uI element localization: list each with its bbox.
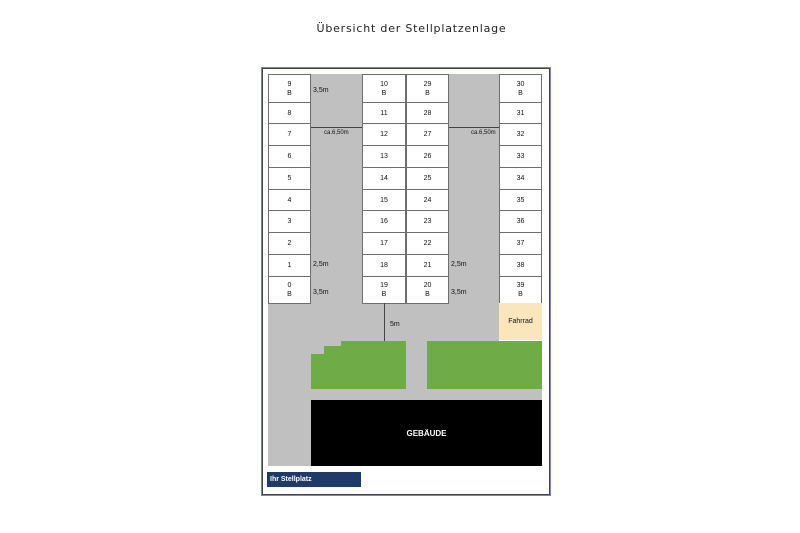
parking-spot-number: 12 <box>380 131 388 138</box>
parking-spot-number: 30 <box>516 80 525 88</box>
parking-spot-number: 10 <box>380 80 388 88</box>
dimension-label: ca.6,50m <box>471 130 496 136</box>
parking-spot-tag: B <box>425 291 430 298</box>
left-lawn <box>341 341 406 389</box>
parking-spot <box>406 145 449 168</box>
parking-spot-number: 37 <box>516 240 525 247</box>
parking-spot-number: 26 <box>423 153 432 160</box>
parking-spot <box>362 123 406 146</box>
parking-spot <box>362 145 406 168</box>
center-path <box>406 340 427 390</box>
parking-spot-number: 14 <box>380 175 388 182</box>
right-lawn <box>427 341 542 389</box>
parking-spot-number: 2 <box>287 240 292 247</box>
parking-spot-number: 22 <box>423 240 432 247</box>
parking-spot-number: 15 <box>380 196 388 204</box>
parking-spot <box>406 167 449 190</box>
parking-spot-number: 36 <box>516 218 525 225</box>
parking-spot <box>362 254 406 277</box>
bike-parking-area: Fahrrad <box>499 303 542 340</box>
parking-spot-number: 5 <box>287 175 292 182</box>
parking-spot-number: 23 <box>423 218 432 225</box>
parking-spot-number: 18 <box>380 262 388 269</box>
parking-spot-number: 9 <box>287 80 292 88</box>
parking-spot <box>499 232 542 255</box>
page-title: Übersicht der Stellplatzenlage <box>316 22 507 35</box>
dimension-label: 2,5m <box>313 261 329 268</box>
parking-spot-number: 33 <box>516 153 525 160</box>
parking-spot-number: 17 <box>380 240 388 247</box>
parking-spot-number: 27 <box>423 131 432 138</box>
parking-spot <box>499 189 542 211</box>
parking-spot <box>406 232 449 255</box>
parking-spot-number: 0 <box>287 282 292 289</box>
parking-spot-number: 28 <box>423 109 432 117</box>
parking-spot <box>268 145 311 168</box>
building: GEBÄUDE <box>311 400 542 466</box>
parking-spot <box>499 276 542 304</box>
dimension-label: 3,5m <box>313 289 329 296</box>
parking-spot <box>268 232 311 255</box>
legend-your-spot: Ihr Stellplatz <box>267 472 361 487</box>
parking-spot <box>362 276 406 304</box>
parking-spot-number: 29 <box>423 80 432 88</box>
parking-spot-number: 8 <box>287 109 292 117</box>
parking-spot <box>406 189 449 211</box>
parking-spot <box>268 210 311 233</box>
parking-spot <box>406 254 449 277</box>
lower-driveway <box>311 303 499 341</box>
parking-spot <box>499 74 542 103</box>
parking-spot <box>499 145 542 168</box>
dimension-label: 3,5m <box>451 289 467 296</box>
parking-spot <box>406 74 449 103</box>
parking-spot-tag: B <box>518 291 523 298</box>
parking-spot <box>406 276 449 304</box>
parking-spot <box>499 210 542 233</box>
parking-spot <box>268 102 311 124</box>
parking-spot <box>406 123 449 146</box>
parking-spot-number: 35 <box>516 196 525 204</box>
parking-spot-number: 39 <box>516 282 525 289</box>
parking-spot-tag: B <box>518 89 523 97</box>
parking-spot-number: 16 <box>380 218 388 225</box>
dimension-label: 3,5m <box>313 87 329 94</box>
parking-spot-number: 6 <box>287 153 292 160</box>
parking-spot-number: 4 <box>287 196 292 204</box>
parking-spot <box>362 167 406 190</box>
dimension-line <box>311 127 362 128</box>
parking-spot-number: 38 <box>516 262 525 269</box>
left-edge-strip <box>268 303 311 466</box>
parking-spot-number: 31 <box>516 109 525 117</box>
parking-spot <box>362 189 406 211</box>
parking-spot <box>406 102 449 124</box>
parking-spot-number: 1 <box>287 262 292 269</box>
parking-spot <box>268 189 311 211</box>
parking-spot-tag: B <box>381 291 387 298</box>
parking-spot <box>406 210 449 233</box>
parking-spot <box>268 123 311 146</box>
parking-spot-tag: B <box>287 89 292 97</box>
parking-spot <box>362 102 406 124</box>
parking-spot <box>268 167 311 190</box>
parking-spot-number: 3 <box>287 218 292 225</box>
parking-spot-tag: B <box>287 291 292 298</box>
parking-spot <box>499 123 542 146</box>
parking-spot-number: 32 <box>516 131 525 138</box>
parking-spot-number: 24 <box>423 196 432 204</box>
parking-spot-number: 25 <box>423 175 432 182</box>
parking-spot-number: 19 <box>380 282 388 289</box>
parking-spot-number: 11 <box>380 109 388 117</box>
building-front-strip <box>311 389 542 400</box>
parking-spot <box>362 210 406 233</box>
dimension-label: 5m <box>390 321 400 328</box>
parking-spot <box>499 102 542 124</box>
dimension-label: ca.6,50m <box>324 130 349 136</box>
parking-spot <box>268 276 311 304</box>
dimension-line <box>449 127 499 128</box>
parking-spot-number: 34 <box>516 175 525 182</box>
left-lawn-step-1 <box>324 346 341 389</box>
dimension-line <box>384 303 385 341</box>
parking-spot <box>362 232 406 255</box>
parking-spot-tag: B <box>381 89 387 97</box>
dimension-label: 2,5m <box>451 261 467 268</box>
parking-spot-tag: B <box>425 89 430 97</box>
parking-spot <box>499 254 542 277</box>
parking-spot <box>362 74 406 103</box>
parking-spot-number: 21 <box>423 262 432 269</box>
parking-spot-number: 20 <box>423 282 432 289</box>
parking-spot <box>499 167 542 190</box>
parking-spot <box>268 74 311 103</box>
left-lawn-step-2 <box>311 354 324 389</box>
parking-spot <box>268 254 311 277</box>
parking-spot-number: 13 <box>380 153 388 160</box>
right-driving-lane <box>449 74 499 303</box>
parking-spot-number: 7 <box>287 131 292 138</box>
